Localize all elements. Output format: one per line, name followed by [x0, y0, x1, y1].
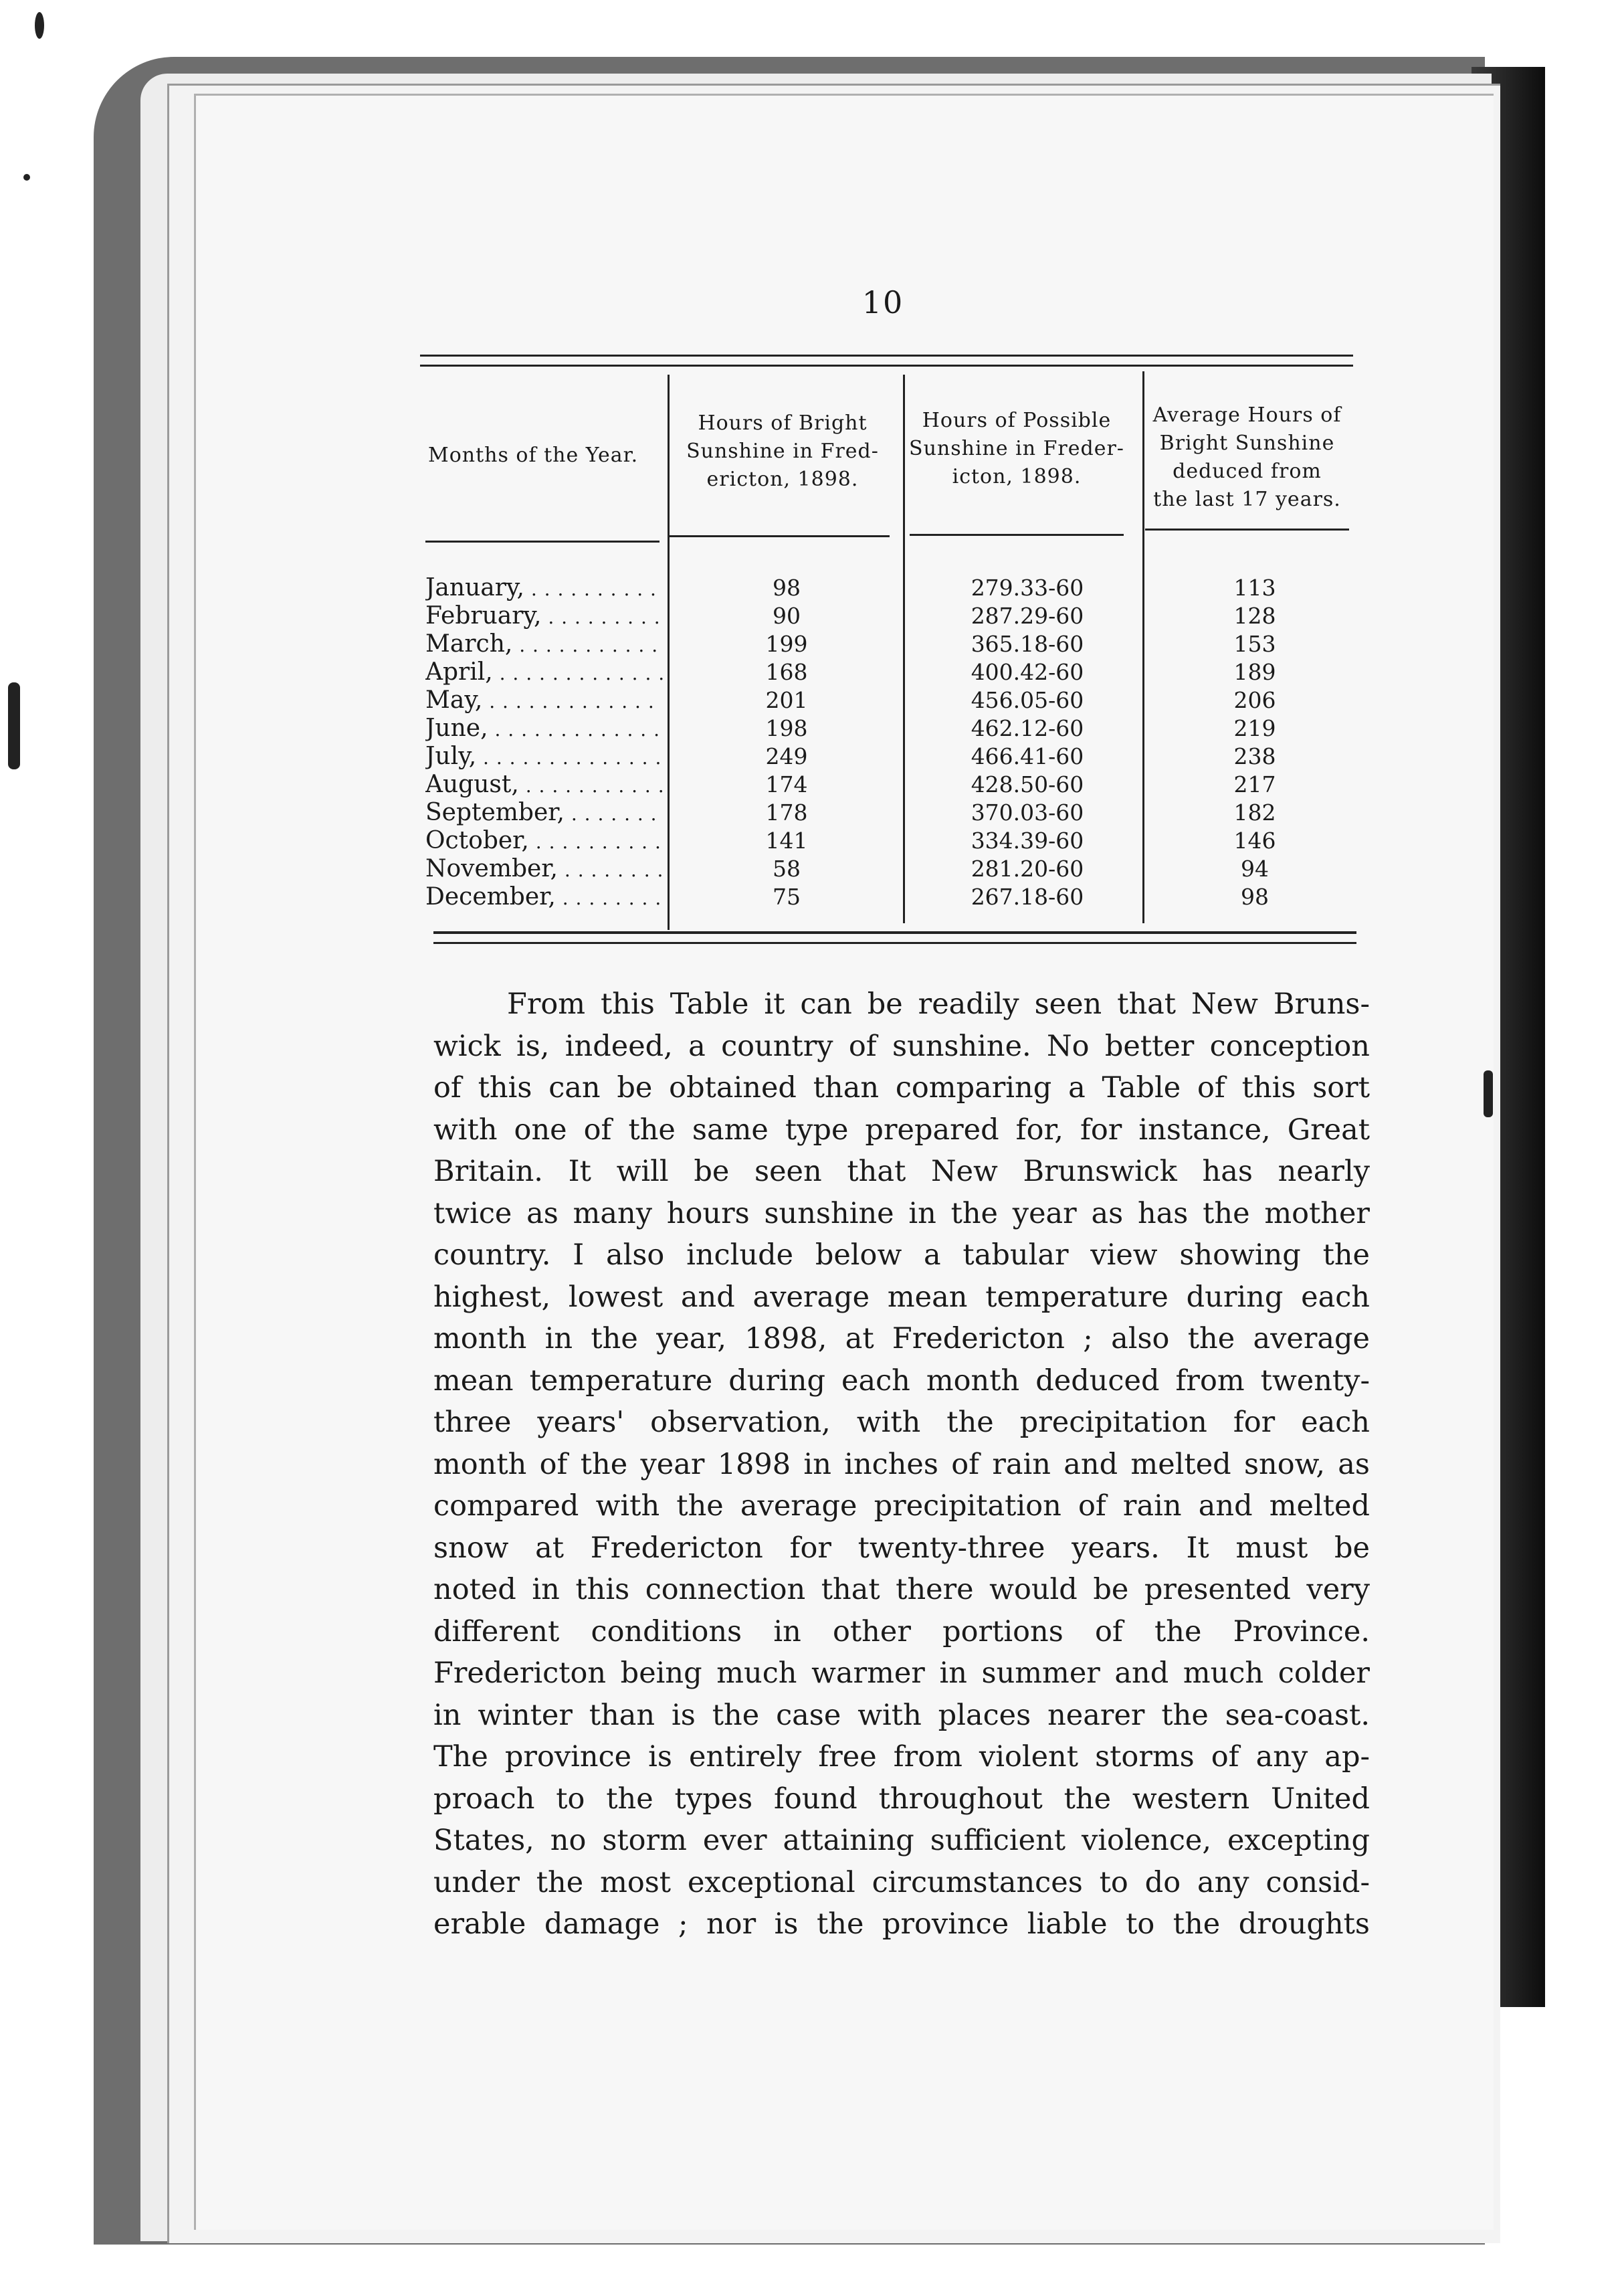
bright-hours-cell: 168	[765, 659, 808, 685]
possible-hours-cell: 281.20-60	[971, 856, 1084, 882]
header-line: Sunshine in Fred-	[686, 440, 879, 463]
average-hours-cell: 113	[1233, 575, 1276, 601]
text-line: noted in this connection that there would be presented very	[433, 1573, 1370, 1606]
header-rule-possible	[910, 534, 1124, 536]
text-line: States, no storm ever attaining sufficient violence, excepting	[433, 1824, 1370, 1857]
table-row	[425, 827, 1348, 855]
text-line: different conditions in other portions of the Province.	[433, 1614, 1370, 1648]
month-cell: May, . . .	[425, 686, 663, 716]
table-top-rule-inner	[420, 365, 1353, 367]
scan-speck	[35, 12, 44, 39]
average-hours-cell: 217	[1233, 771, 1276, 797]
table-row	[425, 715, 1348, 743]
header-rule-bright	[669, 535, 890, 537]
text-line: compared with the average precipitation of rain and melted	[433, 1489, 1370, 1523]
scan-speck	[8, 682, 20, 769]
header-line: icton, 1898.	[952, 465, 1082, 488]
header-line: the last 17 years.	[1153, 488, 1341, 511]
average-hours-cell: 189	[1233, 659, 1276, 685]
table-row	[425, 658, 1348, 686]
bright-hours-cell: 174	[765, 771, 808, 797]
text-line: Fredericton being much warmer in summer and much colder	[433, 1656, 1370, 1690]
header-rule-months	[425, 541, 659, 543]
page-number: 10	[861, 284, 904, 320]
body-paragraph	[433, 983, 1370, 1945]
table-row	[425, 855, 1348, 883]
month-cell: October, . . .	[425, 827, 663, 856]
text-line: in winter than is the case with places nearer the sea-coast.	[433, 1698, 1370, 1732]
possible-hours-cell: 279.33-60	[971, 575, 1084, 601]
average-hours-cell: 219	[1233, 715, 1276, 741]
text-line: three years' observation, with the precipitation for each	[433, 1406, 1370, 1439]
column-header-months: Months of the Year.	[428, 444, 639, 467]
text-line: wick is, indeed, a country of sunshine. No better conception	[433, 1029, 1370, 1063]
average-hours-cell: 128	[1233, 603, 1276, 629]
average-hours-cell: 238	[1233, 743, 1276, 769]
possible-hours-cell: 287.29-60	[971, 603, 1084, 629]
bright-hours-cell: 178	[765, 799, 808, 826]
header-rule-average	[1145, 529, 1349, 531]
average-hours-cell: 153	[1233, 631, 1276, 657]
bright-hours-cell: 201	[765, 687, 808, 713]
header-line: Average Hours of	[1152, 403, 1342, 427]
month-cell: April, . . .	[425, 658, 663, 688]
text-line: highest, lowest and average mean temperature during each	[433, 1280, 1370, 1314]
month-cell: June, . . .	[425, 715, 663, 744]
table-row	[425, 883, 1348, 911]
month-cell: February, . . .	[425, 602, 663, 632]
average-hours-cell: 94	[1241, 856, 1269, 882]
table-bottom-rule	[433, 931, 1356, 934]
text-line: country. I also include below a tabular view showing the	[433, 1238, 1370, 1272]
column-header-average	[1145, 401, 1349, 514]
month-cell: January, . . .	[425, 574, 663, 603]
header-line: Hours of Bright	[698, 411, 868, 435]
possible-hours-cell: 466.41-60	[971, 743, 1084, 769]
bright-hours-cell: 90	[773, 603, 801, 629]
column-header-possible	[906, 407, 1127, 491]
possible-hours-cell: 365.18-60	[971, 631, 1084, 657]
header-line: Hours of Possible	[922, 409, 1112, 432]
text-line: snow at Fredericton for twenty-three years. It must be	[433, 1531, 1370, 1565]
average-hours-cell: 206	[1233, 687, 1276, 713]
column-header-bright	[672, 409, 893, 494]
table-row	[425, 630, 1348, 658]
bright-hours-cell: 249	[765, 743, 808, 769]
possible-hours-cell: 462.12-60	[971, 715, 1084, 741]
text-line: month of the year 1898 in inches of rain and melted snow, as	[433, 1447, 1370, 1481]
text-line: From this Table it can be readily seen that New Bruns-	[507, 987, 1370, 1021]
month-cell: March, . . .	[425, 630, 663, 660]
header-line: deduced from	[1173, 460, 1322, 483]
text-line: month in the year, 1898, at Fredericton ; also the average	[433, 1322, 1370, 1355]
bright-hours-cell: 199	[765, 631, 808, 657]
bright-hours-cell: 198	[765, 715, 808, 741]
table-row	[425, 574, 1348, 602]
month-cell: July, . . .	[425, 743, 663, 772]
possible-hours-cell: 267.18-60	[971, 884, 1084, 910]
text-line: erable damage ; nor is the province liable to the droughts	[433, 1907, 1370, 1941]
month-cell: November, . . .	[425, 855, 663, 884]
text-line: under the most exceptional circumstances to do any consid-	[433, 1865, 1370, 1899]
month-cell: December, . . .	[425, 883, 663, 913]
table-bottom-rule-inner	[433, 942, 1356, 944]
bright-hours-cell: 75	[773, 884, 801, 910]
bright-hours-cell: 58	[773, 856, 801, 882]
scan-speck	[1484, 1070, 1493, 1117]
possible-hours-cell: 370.03-60	[971, 799, 1084, 826]
header-line: Sunshine in Freder-	[909, 437, 1124, 460]
bright-hours-cell: 141	[765, 828, 808, 854]
scan-speck	[23, 174, 30, 181]
month-cell: August, . . .	[425, 771, 663, 800]
average-hours-cell: 182	[1233, 799, 1276, 826]
average-hours-cell: 98	[1241, 884, 1269, 910]
table-row	[425, 799, 1348, 827]
table-row	[425, 771, 1348, 799]
bright-hours-cell: 98	[773, 575, 801, 601]
possible-hours-cell: 334.39-60	[971, 828, 1084, 854]
header-line: ericton, 1898.	[706, 468, 859, 491]
text-line: mean temperature during each month deduced from twenty-	[433, 1363, 1370, 1398]
text-line: of this can be obtained than comparing a Table of this sort	[433, 1071, 1370, 1105]
table-row	[425, 686, 1348, 715]
month-cell: September, . . .	[425, 799, 663, 828]
possible-hours-cell: 456.05-60	[971, 687, 1084, 713]
table-top-rule	[420, 355, 1353, 357]
header-line: Bright Sunshine	[1159, 432, 1335, 455]
text-line: with one of the same type prepared for, for instance, Great	[433, 1113, 1370, 1147]
possible-hours-cell: 400.42-60	[971, 659, 1084, 685]
table-row	[425, 602, 1348, 630]
possible-hours-cell: 428.50-60	[971, 771, 1084, 797]
table-row	[425, 743, 1348, 771]
average-hours-cell: 146	[1233, 828, 1276, 854]
text-line: proach to the types found throughout the western United	[433, 1782, 1370, 1816]
text-line: The province is entirely free from violent storms of any ap-	[433, 1740, 1370, 1774]
text-line: Britain. It will be seen that New Brunswick has nearly	[433, 1155, 1370, 1188]
text-line: twice as many hours sunshine in the year as has the mother	[433, 1196, 1370, 1230]
